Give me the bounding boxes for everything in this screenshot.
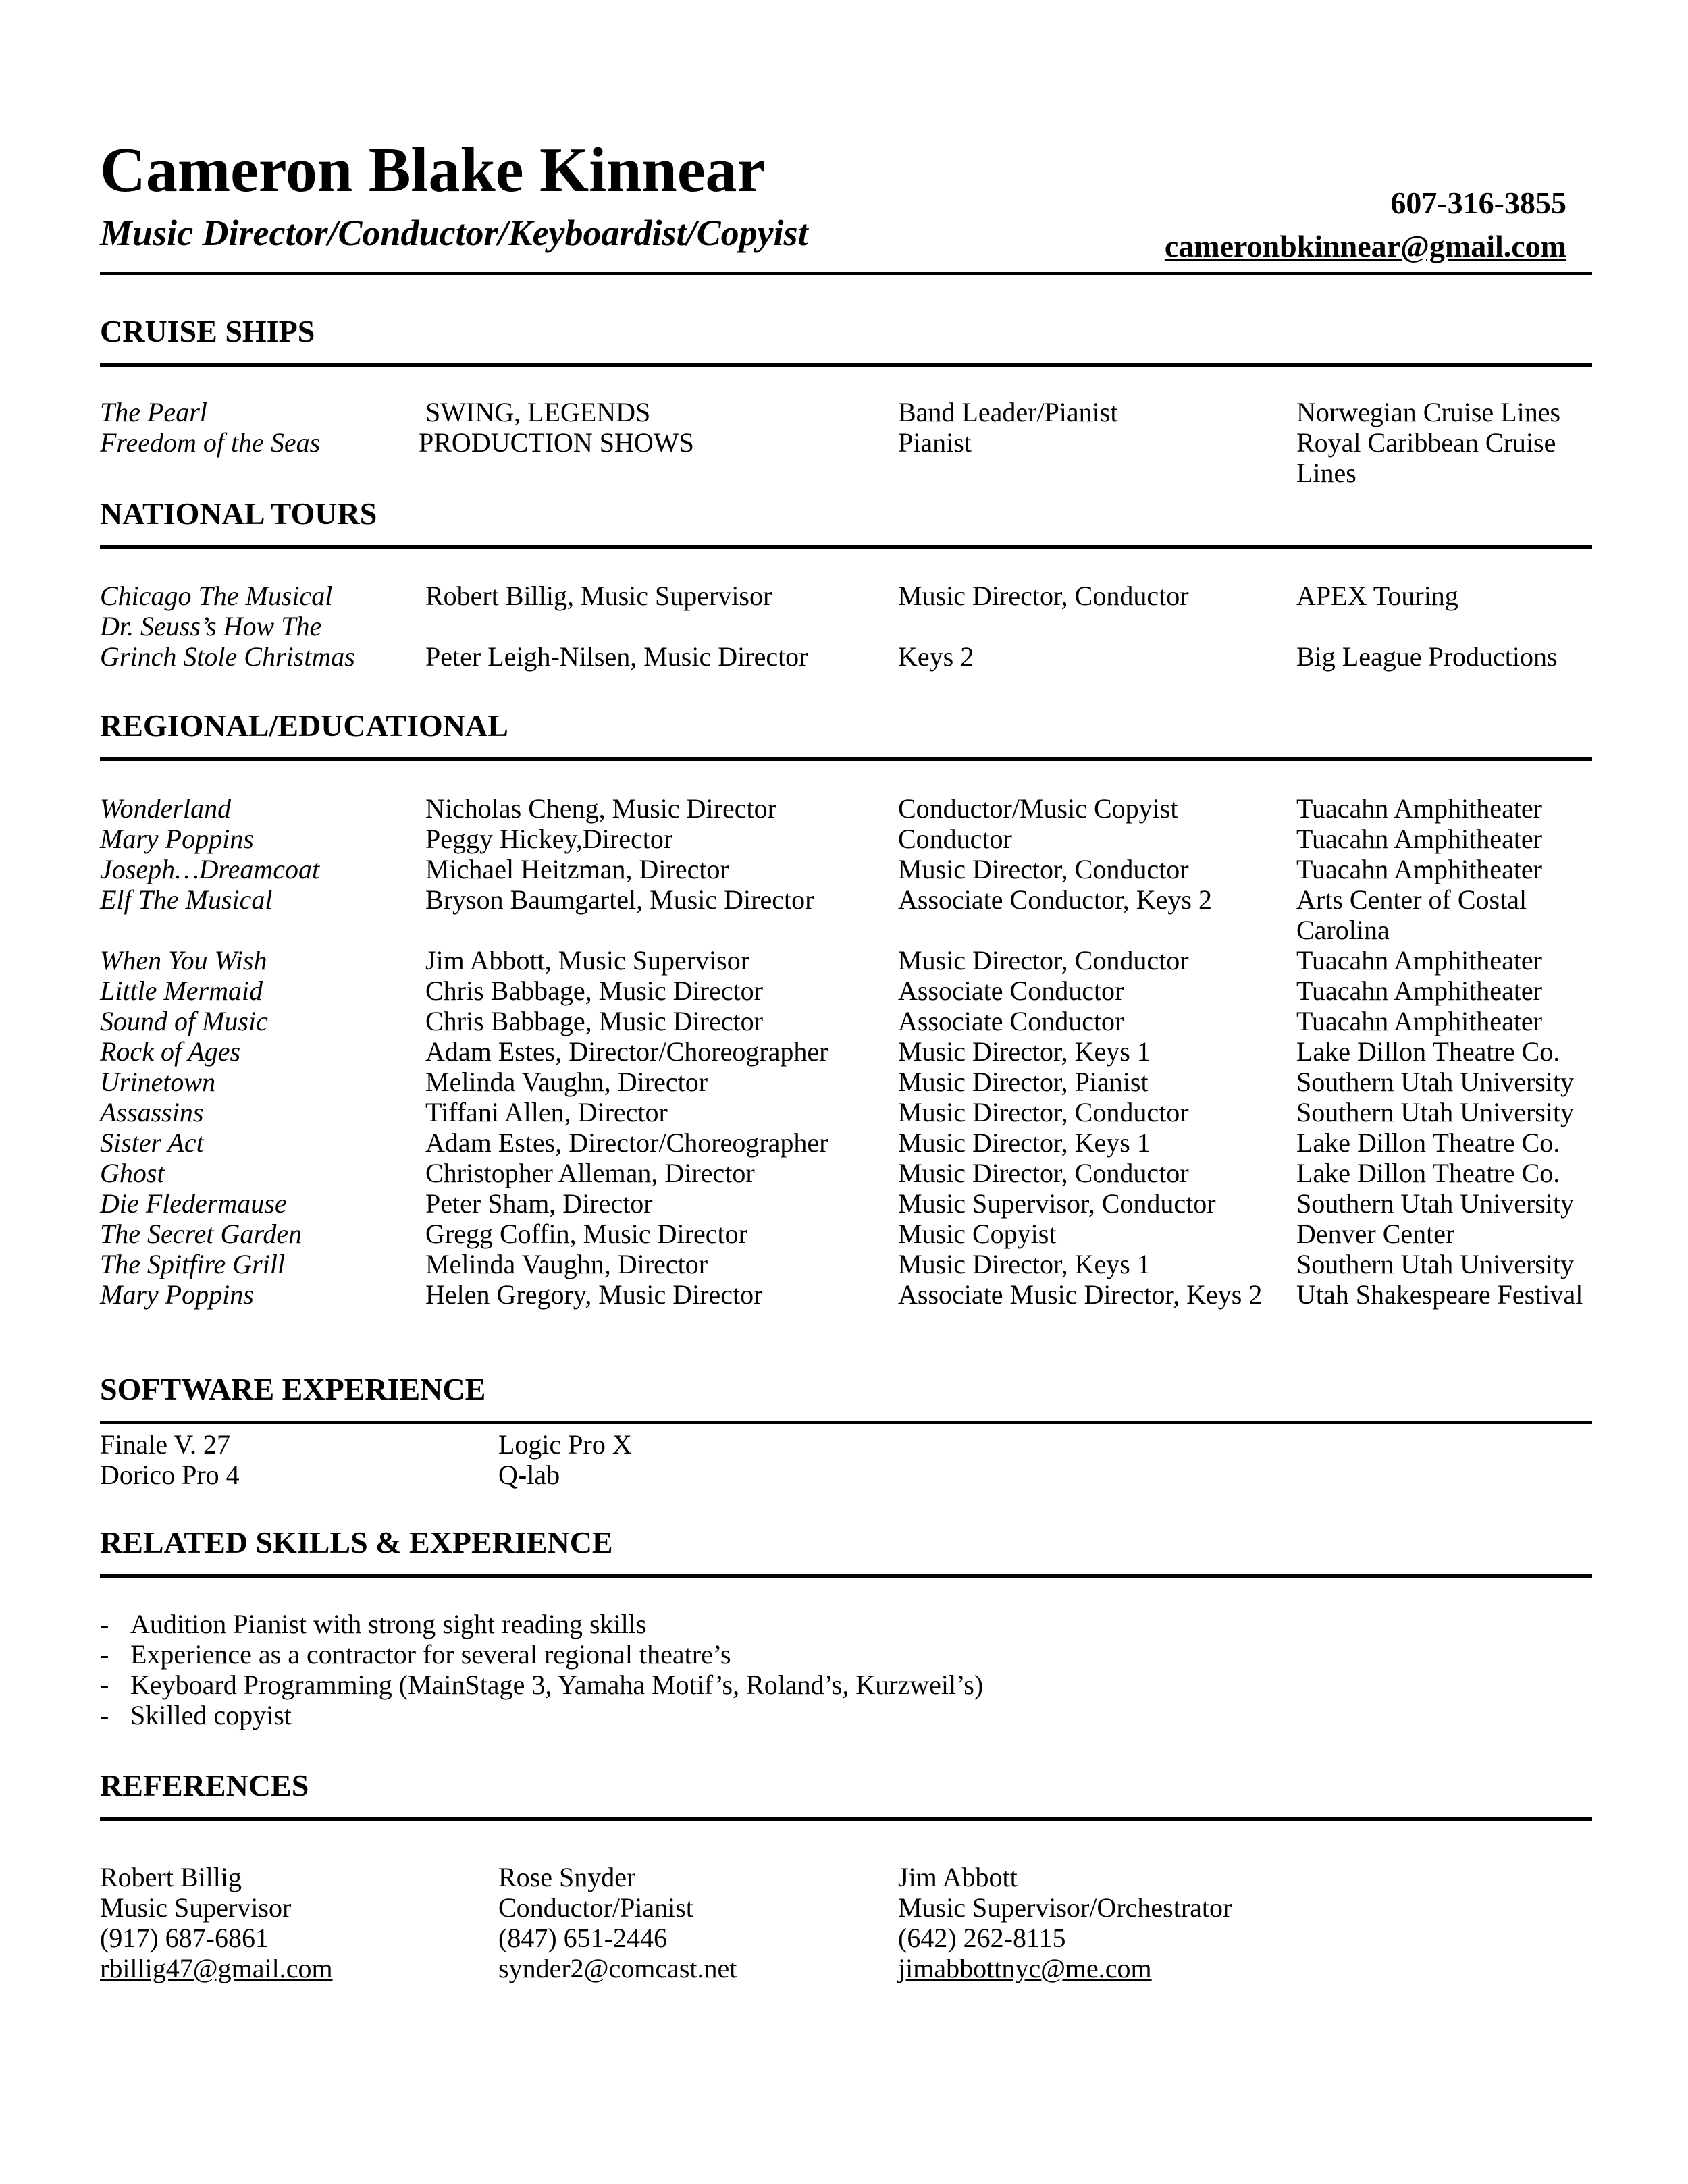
reference-email[interactable]: jimabbottnyc@me.com <box>898 1953 1152 1983</box>
software-item: Finale V. 27 <box>100 1429 230 1460</box>
contact-phone: 607-316-3855 <box>1390 186 1566 220</box>
role: Keys 2 <box>898 641 974 672</box>
software-row <box>100 1460 1599 1490</box>
regional-list <box>100 793 1599 1310</box>
regional-row <box>100 884 1599 945</box>
bullet-dash: - <box>100 1609 109 1639</box>
role: Music Director, Conductor <box>898 854 1189 884</box>
regional-row <box>100 1097 1599 1127</box>
venue: Arts Center of Costal Carolina <box>1296 884 1527 945</box>
software-divider <box>100 1421 1592 1424</box>
company: Big League Productions <box>1296 641 1558 672</box>
bullet-dash: - <box>100 1639 109 1670</box>
director: Adam Estes, Director/Choreographer <box>425 1127 828 1158</box>
show-title: When You Wish <box>100 945 267 976</box>
role: Music Director, Keys 1 <box>898 1249 1151 1279</box>
regional-row <box>100 1158 1599 1188</box>
venue: Tuacahn Amphitheater <box>1296 1006 1543 1036</box>
director: Adam Estes, Director/Choreographer <box>425 1036 828 1067</box>
company: Royal Caribbean Cruise Lines <box>1296 427 1556 488</box>
reference-name: Robert Billig <box>100 1862 242 1892</box>
role: Music Director, Pianist <box>898 1067 1149 1097</box>
regional-row <box>100 793 1599 824</box>
venue: Tuacahn Amphitheater <box>1296 976 1543 1006</box>
role: Music Copyist <box>898 1219 1057 1249</box>
director: Melinda Vaughn, Director <box>425 1067 708 1097</box>
regional-divider <box>100 757 1592 761</box>
skill-text: Audition Pianist with strong sight reading skills <box>130 1609 647 1639</box>
skills-heading: RELATED SKILLS & EXPERIENCE <box>100 1525 613 1560</box>
references-heading: REFERENCES <box>100 1768 309 1803</box>
role: Music Supervisor, Conductor <box>898 1188 1216 1219</box>
software-item: Logic Pro X <box>498 1429 632 1460</box>
show-title: The Spitfire Grill <box>100 1249 286 1279</box>
show-title: The Secret Garden <box>100 1219 302 1249</box>
references-divider <box>100 1817 1592 1821</box>
regional-row <box>100 1279 1599 1310</box>
show-title: Sister Act <box>100 1127 204 1158</box>
venue: Lake Dillon Theatre Co. <box>1296 1158 1560 1188</box>
director: Gregg Coffin, Music Director <box>425 1219 747 1249</box>
software-item: Q-lab <box>498 1460 560 1490</box>
show-title: Assassins <box>100 1097 204 1127</box>
director: Peter Sham, Director <box>425 1188 653 1219</box>
header-divider <box>100 272 1592 275</box>
tour-row <box>100 611 1599 672</box>
cruise-row <box>100 427 1599 488</box>
role: Associate Conductor <box>898 976 1124 1006</box>
tour-row <box>100 581 1599 611</box>
cruise-list <box>100 397 1599 488</box>
role: Conductor <box>898 824 1012 854</box>
regional-row <box>100 824 1599 854</box>
software-list <box>100 1429 1599 1490</box>
show-detail: PRODUCTION SHOWS <box>419 427 694 458</box>
skill-text: Skilled copyist <box>130 1700 292 1730</box>
venue: Tuacahn Amphitheater <box>1296 824 1543 854</box>
show-title: Dr. Seuss’s How The Grinch Stole Christmas <box>100 611 355 672</box>
show-title: Die Fledermause <box>100 1188 287 1219</box>
role: Music Director, Conductor <box>898 945 1189 976</box>
regional-row <box>100 976 1599 1006</box>
show-title: Elf The Musical <box>100 884 273 915</box>
role: Associate Music Director, Keys 2 <box>898 1279 1263 1310</box>
reference-phone: (917) 687-6861 <box>100 1923 269 1953</box>
candidate-name: Cameron Blake Kinnear <box>100 135 766 205</box>
venue: Utah Shakespeare Festival <box>1296 1279 1583 1310</box>
director: Bryson Baumgartel, Music Director <box>425 884 814 915</box>
role: Conductor/Music Copyist <box>898 793 1178 824</box>
reference-name: Rose Snyder <box>498 1862 636 1892</box>
venue: Southern Utah University <box>1296 1067 1575 1097</box>
show-title: Chicago The Musical <box>100 581 333 611</box>
regional-row <box>100 945 1599 976</box>
director: Michael Heitzman, Director <box>425 854 729 884</box>
software-row <box>100 1429 1599 1460</box>
tours-divider <box>100 545 1592 549</box>
show-title: Wonderland <box>100 793 232 824</box>
reference-email[interactable]: rbillig47@gmail.com <box>100 1953 333 1983</box>
company: APEX Touring <box>1296 581 1458 611</box>
role: Band Leader/Pianist <box>898 397 1118 427</box>
role: Music Director, Keys 1 <box>898 1036 1151 1067</box>
director: Helen Gregory, Music Director <box>425 1279 763 1310</box>
venue: Tuacahn Amphitheater <box>1296 945 1543 976</box>
director: Christopher Alleman, Director <box>425 1158 755 1188</box>
cruise-heading: CRUISE SHIPS <box>100 314 315 348</box>
bullet-dash: - <box>100 1670 109 1700</box>
regional-row <box>100 1219 1599 1249</box>
regional-row <box>100 1036 1599 1067</box>
show-title: Little Mermaid <box>100 976 263 1006</box>
venue: Southern Utah University <box>1296 1249 1575 1279</box>
regional-heading: REGIONAL/EDUCATIONAL <box>100 708 508 743</box>
show-title: Rock of Ages <box>100 1036 241 1067</box>
reference-name: Jim Abbott <box>898 1862 1018 1892</box>
role: Music Director, Keys 1 <box>898 1127 1151 1158</box>
show-title: Ghost <box>100 1158 165 1188</box>
tours-heading: NATIONAL TOURS <box>100 496 377 531</box>
regional-row <box>100 1249 1599 1279</box>
venue: Southern Utah University <box>1296 1097 1575 1127</box>
bullet-dash: - <box>100 1700 109 1730</box>
skills-divider <box>100 1574 1592 1578</box>
reference-card <box>498 1862 737 1983</box>
reference-card <box>100 1862 333 1983</box>
show-title: Mary Poppins <box>100 1279 254 1310</box>
company: Norwegian Cruise Lines <box>1296 397 1561 427</box>
reference-role: Music Supervisor <box>100 1892 292 1923</box>
software-item: Dorico Pro 4 <box>100 1460 240 1490</box>
role: Music Director, Conductor <box>898 1097 1189 1127</box>
director: Melinda Vaughn, Director <box>425 1249 708 1279</box>
venue: Tuacahn Amphitheater <box>1296 793 1543 824</box>
supervisor: Robert Billig, Music Supervisor <box>425 581 772 611</box>
director: Chris Babbage, Music Director <box>425 1006 763 1036</box>
regional-row <box>100 1067 1599 1097</box>
director: Peggy Hickey,Director <box>425 824 673 854</box>
supervisor: Peter Leigh-Nilsen, Music Director <box>425 641 808 672</box>
regional-row <box>100 1006 1599 1036</box>
tours-list <box>100 581 1599 672</box>
reference-card <box>898 1862 1232 1983</box>
regional-row <box>100 1127 1599 1158</box>
role: Associate Conductor, Keys 2 <box>898 884 1212 915</box>
venue: Southern Utah University <box>1296 1188 1575 1219</box>
reference-role: Conductor/Pianist <box>498 1892 693 1923</box>
director: Chris Babbage, Music Director <box>425 976 763 1006</box>
regional-row <box>100 1188 1599 1219</box>
show-title: Joseph…Dreamcoat <box>100 854 320 884</box>
director: Jim Abbott, Music Supervisor <box>425 945 750 976</box>
show-title: Mary Poppins <box>100 824 254 854</box>
venue: Lake Dillon Theatre Co. <box>1296 1127 1560 1158</box>
show-title: Urinetown <box>100 1067 216 1097</box>
role: Pianist <box>898 427 972 458</box>
reference-email: synder2@comcast.net <box>498 1953 737 1983</box>
skill-text: Keyboard Programming (MainStage 3, Yamaha Motif’s, Roland’s, Kurzweil’s) <box>130 1670 984 1700</box>
role: Associate Conductor <box>898 1006 1124 1036</box>
skill-text: Experience as a contractor for several regional theatre’s <box>130 1639 731 1670</box>
venue: Tuacahn Amphitheater <box>1296 854 1543 884</box>
reference-phone: (642) 262-8115 <box>898 1923 1066 1953</box>
venue: Lake Dillon Theatre Co. <box>1296 1036 1560 1067</box>
show-title: Freedom of the Seas <box>100 427 321 458</box>
venue: Denver Center <box>1296 1219 1455 1249</box>
cruise-row <box>100 397 1599 427</box>
role: Music Director, Conductor <box>898 1158 1189 1188</box>
role: Music Director, Conductor <box>898 581 1189 611</box>
director: Nicholas Cheng, Music Director <box>425 793 776 824</box>
show-detail: SWING, LEGENDS <box>425 397 651 427</box>
reference-phone: (847) 651-2446 <box>498 1923 667 1953</box>
reference-role: Music Supervisor/Orchestrator <box>898 1892 1232 1923</box>
software-heading: SOFTWARE EXPERIENCE <box>100 1372 486 1406</box>
show-title: Sound of Music <box>100 1006 268 1036</box>
contact-email[interactable]: cameronbkinnear@gmail.com <box>1164 229 1566 263</box>
director: Tiffani Allen, Director <box>425 1097 668 1127</box>
candidate-title: Music Director/Conductor/Keyboardist/Copyist <box>100 213 808 253</box>
regional-row <box>100 854 1599 884</box>
cruise-divider <box>100 363 1592 367</box>
show-title: The Pearl <box>100 397 207 427</box>
